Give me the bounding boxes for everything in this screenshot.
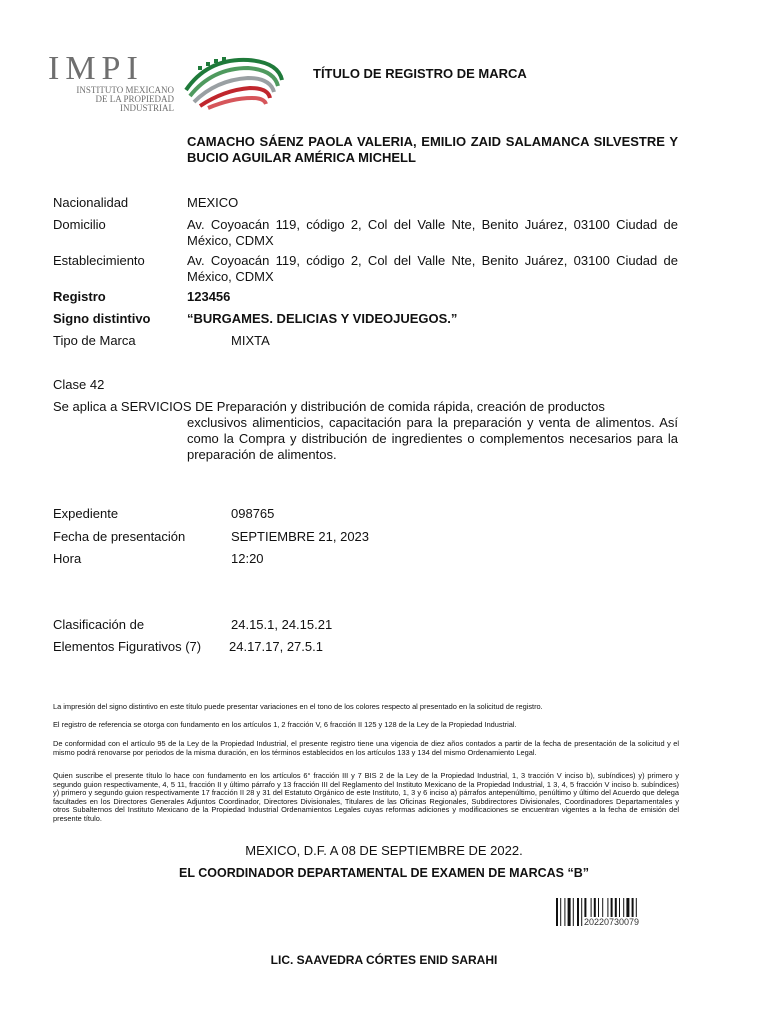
fecha-presentacion-value: SEPTIEMBRE 21, 2023 [231,529,370,544]
logo-subtitle-line-2: DE LA PROPIEDAD [95,94,174,104]
tipo-marca-label: Tipo de Marca [53,333,136,348]
clase-description-first-line: Se aplica a SERVICIOS DE Preparación y distribución de comida rápida, creación de productos [53,399,605,414]
domicilio-label: Domicilio [53,217,106,232]
logo-subtitle-line-1: INSTITUTO MEXICANO [76,85,174,95]
expediente-value: 098765 [231,506,275,521]
elementos-figurativos-label: Elementos Figurativos (7) [53,639,202,654]
nacionalidad-value: MEXICO [187,195,239,210]
signer-name: LIC. SAAVEDRA CÓRTES ENID SARAHI [270,953,498,967]
document-title: TÍTULO DE REGISTRO DE MARCA [313,66,527,81]
expediente-label: Expediente [53,506,119,521]
domicilio-value: Av. Coyoacán 119, código 2, Col del Valle Nte, Benito Juárez, 03100 Ciudad de México, CDMX [187,217,678,248]
clasificacion-value: 24.15.1, 24.15.21 [231,617,333,632]
hora-value: 12:20 [231,551,264,566]
registro-value: 123456 [187,289,231,304]
barcode-number: 20220730079 [584,917,640,927]
establecimiento-value: Av. Coyoacán 119, código 2, Col del Valle Nte, Benito Juárez, 03100 Ciudad de México, CDMX [187,253,678,284]
hora-label: Hora [53,551,82,566]
coordinator-title: EL COORDINADOR DEPARTAMENTAL DE EXAMEN DE MARCAS “B” [179,866,589,880]
clasificacion-label: Clasificación de [53,617,145,632]
tipo-marca-value: MIXTA [231,333,270,348]
logo-subtitle-line-3: INDUSTRIAL [120,103,174,113]
legal-paragraph-1: La impresión del signo distintivo en este título puede presentar variaciones en el tono de los colores respecto al presentado en la solicitud de registro. [53,702,543,711]
legal-paragraph-2: El registro de referencia se otorga con fundamento en los artículos 1, 2 fracción V, 6 fracción II 125 y 128 de la Ley de la Propiedad Industrial. [53,720,517,729]
clase-description [53,399,678,463]
clase-description-rest: exclusivos alimenticios, capacitación para la preparación y venta de alimentos. Así como la Compra y distribución de ingredientes o complementos necesarios para la preparación de alimentos. [187,415,678,462]
elementos-figurativos-value: 24.17.17, 27.5.1 [229,639,323,654]
issue-date-place: MEXICO, D.F. A 08 DE SEPTIEMBRE DE 2022. [245,843,523,858]
impi-emblem-icon [178,50,288,112]
impi-logo-text: IMPI [48,50,144,87]
establecimiento-label: Establecimiento [53,253,145,268]
signo-distintivo-label: Signo distintivo [53,311,151,326]
clase-label: Clase 42 [53,377,105,392]
trademark-holders: CAMACHO SÁENZ PAOLA VALERIA, EMILIO ZAID SALAMANCA SILVESTRE Y BUCIO AGUILAR AMÉRICA MICHELL [187,134,678,165]
legal-paragraph-3: De conformidad con el artículo 95 de la Ley de la Propiedad Industrial, el presente registro tiene una vigencia de diez años contados a partir de la fecha de presentación de la solicitud y el mismo podrá renovarse por periodos de la misma duración, en los términos establecidos en los artículos 133 y 134 del mismo Ordenamiento Legal. [53,739,679,757]
signo-distintivo-value: “BURGAMES. DELICIAS Y VIDEOJUEGOS.” [187,311,458,326]
fecha-presentacion-label: Fecha de presentación [53,529,186,544]
nacionalidad-label: Nacionalidad [53,195,129,210]
registro-label: Registro [53,289,106,304]
legal-paragraph-4: Quien suscribe el presente título lo hace con fundamento en los artículos 6° fracción III y 7 BIS 2 de la Ley de la Propiedad Industrial, 1, 3 tracción V inciso b), subíndices) y) primero y segundo guion respectivamente, 4, 5 11, fracción II y último párrafo y 13 fracción III del Reglamento del Instituto Mexicano de la Propiedad Industrial, 1 3, 4, 5 fracción V inciso b. subíndices) y) primero y segundo guion respectivamente 17 fracción II 28 y 31 del Estatuto Orgánico de este Instituto, 1, 3 y 6 inciso a) párrafos antepenúltimo, penúltimo y último del Acuerdo que delega facultades en los Directores Generales Adjuntos Coordinador, Directores Divisionales, Titulares de las Oficinas Regionales, Subdirectores Divisionales, Coordinadores Departamentales y otros Subalternos del Instituto Mexicano de la Propiedad Industrial Ordenamientos Legales cuyas reformas adiciones y modificaciones se encuentran vigentes a la fecha de emisión del presente título. [53,771,679,823]
